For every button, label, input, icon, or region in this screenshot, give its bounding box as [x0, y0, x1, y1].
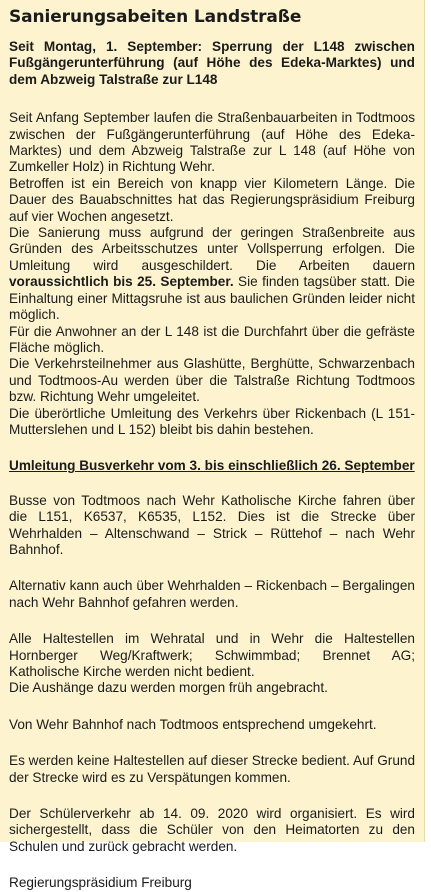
- paragraph-regional-detour: Die überörtliche Umleitung des Verkehrs über Rickenbach (L 151-Mutterslehen und L 152) bleibt bis dahin bestehen.: [9, 405, 415, 437]
- paragraph-bus-alternative: Alternativ kann auch über Wehrhalden – Rickenbach – Bergalingen nach Wehr Bahnhof gefahren werden.: [9, 578, 415, 610]
- paragraph-school-traffic: Der Schülerverkehr ab 14. 09. 2020 wird organisiert. Es wird sichergestellt, dass die Schüler von den Heimatorten zu den Schulen und zurück gebracht werden.: [9, 806, 415, 854]
- paragraph-notices: Die Aushänge dazu werden morgen früh angebracht.: [9, 680, 328, 696]
- paragraph-full-closure: Die Sanierung muss aufgrund der geringen Straßenbreite aus Gründen des Arbeitsschutzes unter Vollsperrung erfolgen. Die Umleitung wird ausgeschildert. Die Arbeiten dauern voraussichtlich bis 25. September. Sie finden tagsüber statt. Die Einhaltung einer Mittagsruhe ist aus baulichen Gründen leider nicht möglich.: [9, 225, 415, 323]
- paragraph-start-of-works: Seit Anfang September laufen die Straßenbauarbeiten in Todtmoos zwischen der Fußgängerunterführung (auf Höhe des Edeka-Marktes) und dem Abzweig Talstraße zur L 148 (auf Höhe von Zumkeller Holz) in Richtung Wehr.: [9, 110, 415, 175]
- paragraph-delays: Es werden keine Haltestellen auf dieser Strecke bedient. Auf Grund der Strecke wird es zu Verspätungen kommen.: [9, 753, 415, 785]
- paragraph-return-route: Von Wehr Bahnhof nach Todtmoos entsprechend umgekehrt.: [9, 716, 377, 732]
- end-date-emphasis: voraussichtlich bis 25. September.: [9, 274, 234, 290]
- article-lead: Seit Montag, 1. September: Sperrung der L148 zwischen Fußgängerunterführung (auf Höhe des Edeka-Marktes) und dem Abzweig Talstraße zur L148: [9, 39, 415, 87]
- paragraph-detour-villages: Die Verkehrsteilnehmer aus Glashütte, Berghütte, Schwarzenbach und Todtmoos-Au werden über die Talstraße Richtung Todtmoos bzw. Richtung Wehr umgeleitet.: [9, 356, 415, 405]
- article-signature: Regierungspräsidium Freiburg: [9, 875, 192, 891]
- bus-detour-heading: Umleitung Busverkehr vom 3. bis einschließlich 26. September: [9, 458, 415, 474]
- paragraph-stops-not-served: Alle Haltestellen im Wehratal und in Wehr die Haltestellen Hornberger Weg/Kraftwerk; Schwimmbad; Brennet AG; Katholische Kirche werden nicht bedient.: [9, 631, 415, 679]
- paragraph-residents: Für die Anwohner an der L 148 ist die Durchfahrt über die gefräste Fläche möglich.: [9, 323, 415, 355]
- article-title: Sanierungsabeiten Landstraße: [9, 7, 302, 27]
- paragraph-bus-route: Busse von Todtmoos nach Wehr Katholische Kirche fahren über die L151, K6537, K6535, L152. Dies ist die Strecke über Wehrhalden – Altenschwand – Strick – Rüttehof – nach Wehr Bahnhof.: [9, 492, 415, 557]
- paragraph-affected-area: Betroffen ist ein Bereich von knapp vier Kilometern Länge. Die Dauer des Bauabschnittes hat das Regierungspräsidium Freiburg auf vier Wochen angesetzt.: [9, 175, 415, 224]
